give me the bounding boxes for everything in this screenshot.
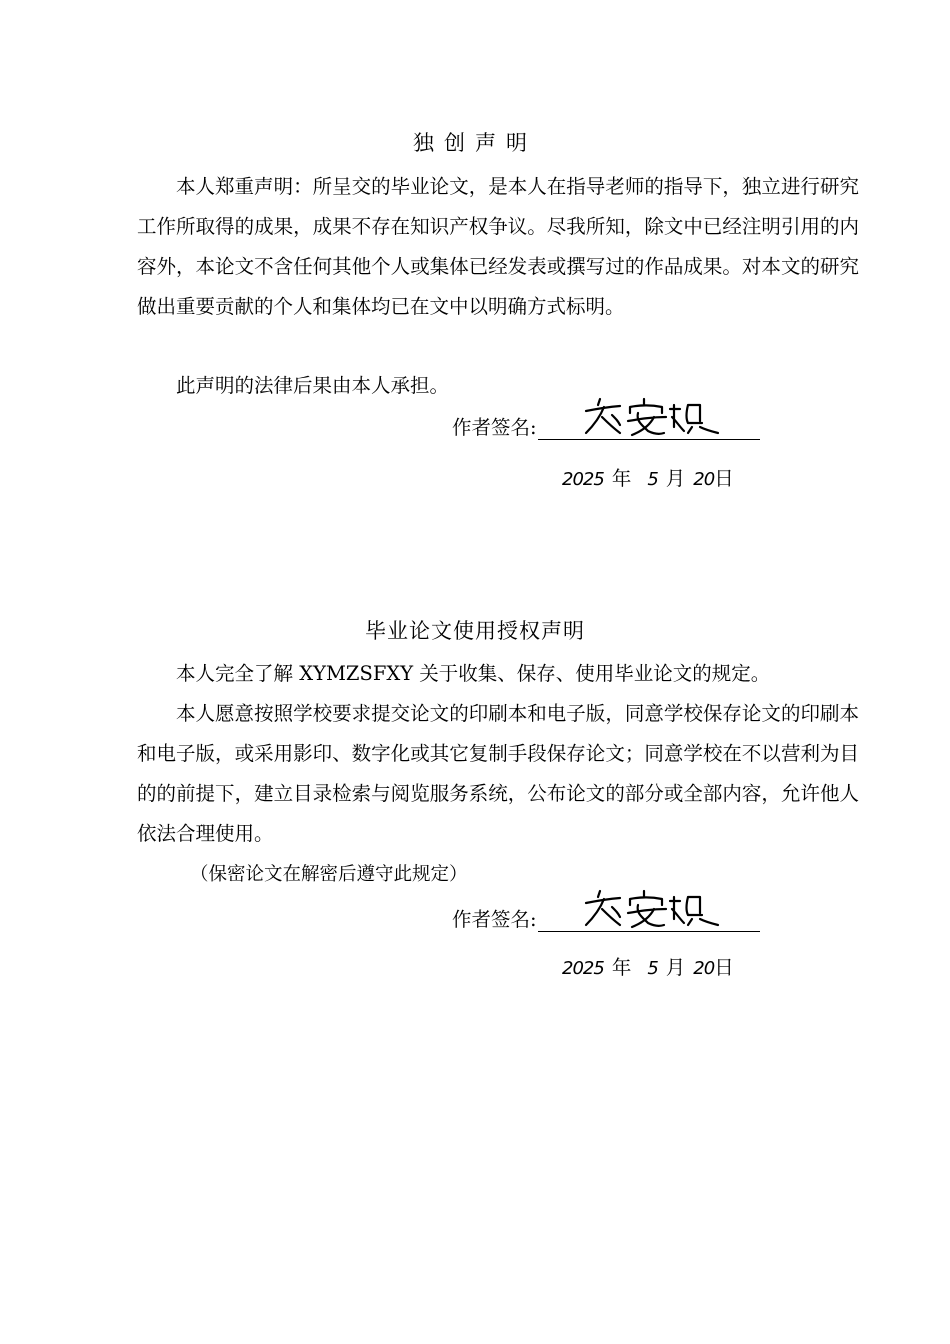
date-day: 20 [693,469,715,490]
date-year-unit: 年 [611,467,632,490]
originality-title: 独创声明 [413,131,537,155]
date-year: 2025 [562,469,604,490]
date-day: 20 [693,958,715,979]
date-month: 5 [647,958,658,979]
authorization-paragraph-2: 本人愿意按照学校要求提交论文的印刷本和电子版，同意学校保存论文的印刷本和电子版，或采用影印、数字化或其它复制手段保存论文；同意学校在不以营利为目的的前提下，建立目录检索与阅览服务系统，公布论文的部分或全部内容，允许他人依法合理使用。 [137,702,859,845]
date-month-unit: 月 [665,956,686,979]
signature-label: 作者签名: [452,908,537,931]
date-month-unit: 月 [665,467,686,490]
originality-date [562,464,734,495]
date-day-unit: 日 [714,467,734,490]
date-day-unit: 日 [714,956,734,979]
authorization-paragraph-3: （保密论文在解密后遵守此规定） [190,864,468,885]
signature-line [538,893,760,932]
handwritten-signature [582,887,722,929]
authorization-date [562,953,734,984]
authorization-title: 毕业论文使用授权声明 [365,619,585,643]
originality-paragraph-2: 此声明的法律后果由本人承担。 [176,374,450,397]
date-year: 2025 [562,958,604,979]
date-year-unit: 年 [611,956,632,979]
authorization-signature-row [452,892,760,932]
originality-signature-row [452,400,760,440]
authorization-paragraph-1: 本人完全了解 XYMZSFXY 关于收集、保存、使用毕业论文的规定。 [176,662,771,685]
signature-line [538,401,760,440]
handwritten-signature [582,395,722,437]
signature-label: 作者签名: [452,416,537,439]
date-month: 5 [647,469,658,490]
originality-paragraph-1: 本人郑重声明：所呈交的毕业论文，是本人在指导老师的指导下，独立进行研究工作所取得的成果，成果不存在知识产权争议。尽我所知，除文中已经注明引用的内容外，本论文不含任何其他个人或集体已经发表或撰写过的作品成果。对本文的研究做出重要贡献的个人和集体均已在文中以明确方式标明。 [137,175,859,318]
